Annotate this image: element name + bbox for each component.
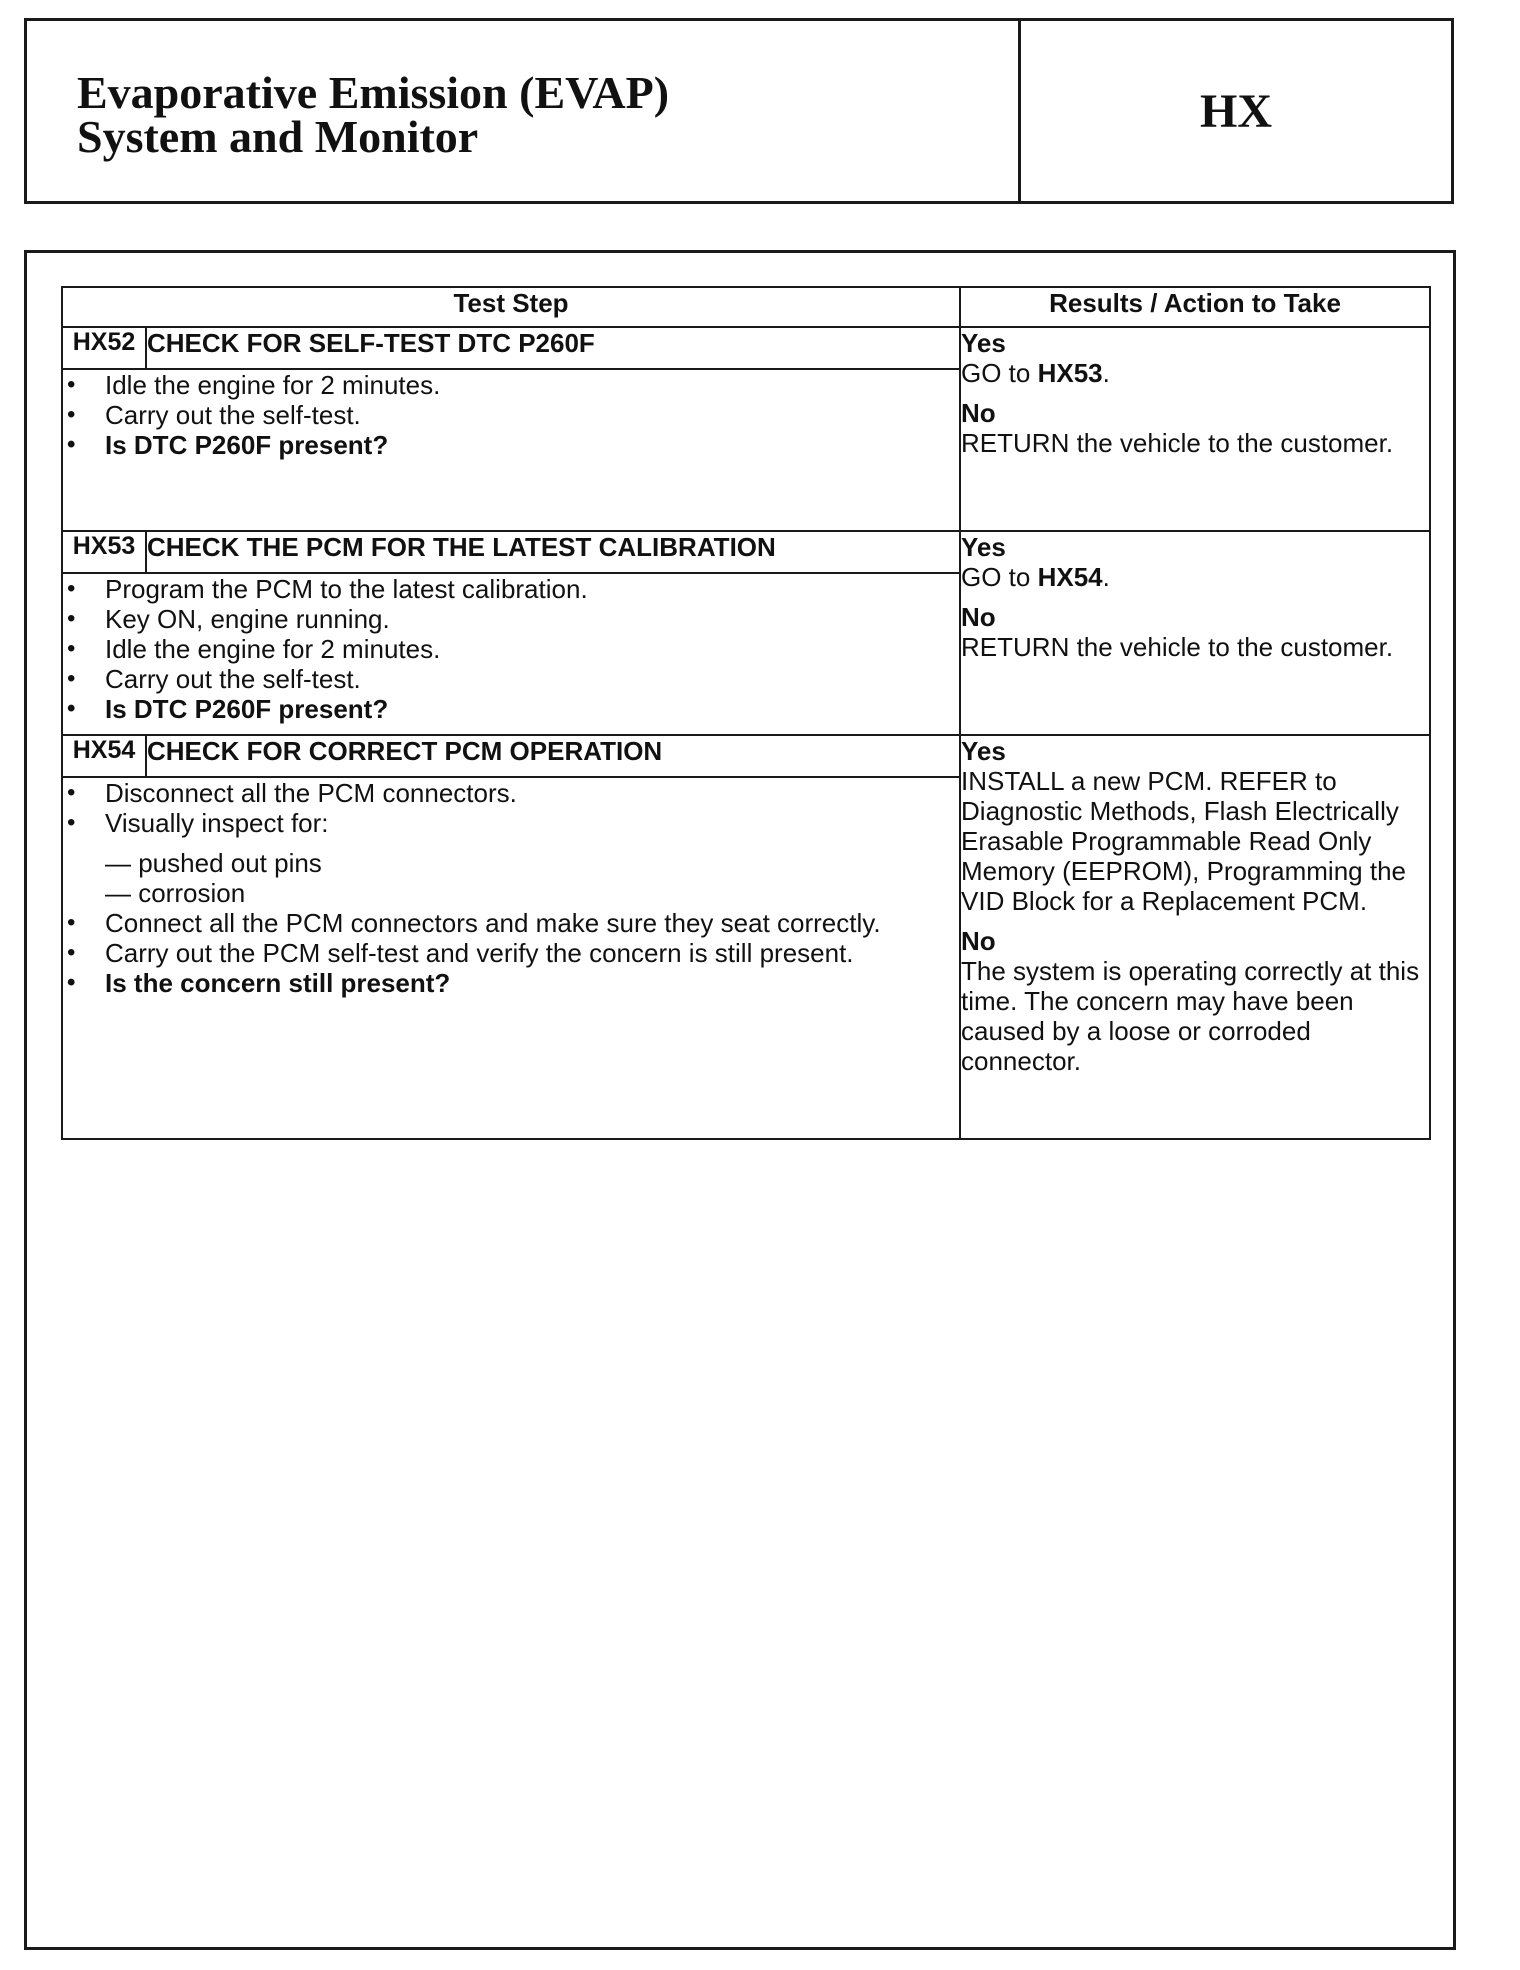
no-action: RETURN the vehicle to the customer. — [961, 428, 1394, 458]
step-results — [960, 735, 1430, 1139]
step-code: HX53 — [62, 531, 146, 573]
step-title: CHECK FOR CORRECT PCM OPERATION — [146, 735, 960, 777]
yes-label: Yes — [961, 532, 1006, 562]
page-title: Evaporative Emission (EVAP) System and Monitor — [77, 67, 670, 162]
step-link[interactable]: HX53 — [1037, 358, 1103, 388]
step-instructions — [62, 777, 960, 1139]
inspection-sublist — [105, 848, 959, 908]
instruction-item: • Idle the engine for 2 minutes. — [63, 370, 959, 400]
inspection-sub-item: — corrosion — [105, 878, 246, 908]
no-label: No — [961, 398, 996, 428]
instruction-item: • Disconnect all the PCM connectors. — [63, 778, 959, 808]
step-question: • Is the concern still present? — [63, 968, 959, 998]
step-question: • Is DTC P260F present? — [63, 694, 959, 724]
instruction-item: • Program the PCM to the latest calibration. — [63, 574, 959, 604]
instruction-item: • Carry out the self-test. — [63, 664, 959, 694]
instruction-item: • Carry out the PCM self-test and verify the concern is still present. — [63, 938, 959, 968]
yes-label: Yes — [961, 736, 1006, 766]
header-title-cell — [27, 21, 1021, 201]
instruction-item: • Visually inspect for: — pushed out pins — corrosion — [63, 808, 959, 908]
yes-action: GO to HX54. — [961, 562, 1110, 592]
step-title-row — [62, 531, 1430, 573]
instruction-item: • Idle the engine for 2 minutes. — [63, 634, 959, 664]
page-header — [24, 18, 1454, 204]
section-code: HX — [1200, 84, 1272, 138]
test-step-column-header: Test Step — [62, 287, 960, 327]
step-instructions — [62, 369, 960, 531]
yes-action: INSTALL a new PCM. REFER to Diagnostic Methods, Flash Electrically Erasable Programmable Read Only Memory (EEPROM), Programming the VID Block for a Replacement PCM. — [961, 766, 1406, 916]
step-results — [960, 531, 1430, 735]
step-title: CHECK FOR SELF-TEST DTC P260F — [146, 327, 960, 369]
table-header-row — [62, 287, 1430, 327]
step-title: CHECK THE PCM FOR THE LATEST CALIBRATION — [146, 531, 960, 573]
instruction-item: • Key ON, engine running. — [63, 604, 959, 634]
instruction-item: • Carry out the self-test. — [63, 400, 959, 430]
step-title-row — [62, 327, 1430, 369]
inspection-sub-item: — pushed out pins — [105, 848, 322, 878]
step-code: HX52 — [62, 327, 146, 369]
no-action: RETURN the vehicle to the customer. — [961, 632, 1394, 662]
step-link[interactable]: HX54 — [1037, 562, 1103, 592]
step-code: HX54 — [62, 735, 146, 777]
step-instructions — [62, 573, 960, 735]
step-results — [960, 327, 1430, 531]
instruction-item: • Connect all the PCM connectors and make sure they seat correctly. — [63, 908, 959, 938]
content-frame — [24, 250, 1456, 1950]
no-label: No — [961, 602, 996, 632]
test-step-table — [61, 286, 1431, 1140]
header-code-cell — [1021, 21, 1451, 201]
yes-label: Yes — [961, 328, 1006, 358]
yes-action: GO to HX53. — [961, 358, 1110, 388]
step-title-row — [62, 735, 1430, 777]
no-action: The system is operating correctly at this time. The concern may have been caused by a loose or corroded connector. — [961, 956, 1420, 1076]
results-column-header: Results / Action to Take — [960, 287, 1430, 327]
step-question: • Is DTC P260F present? — [63, 430, 959, 460]
no-label: No — [961, 926, 996, 956]
